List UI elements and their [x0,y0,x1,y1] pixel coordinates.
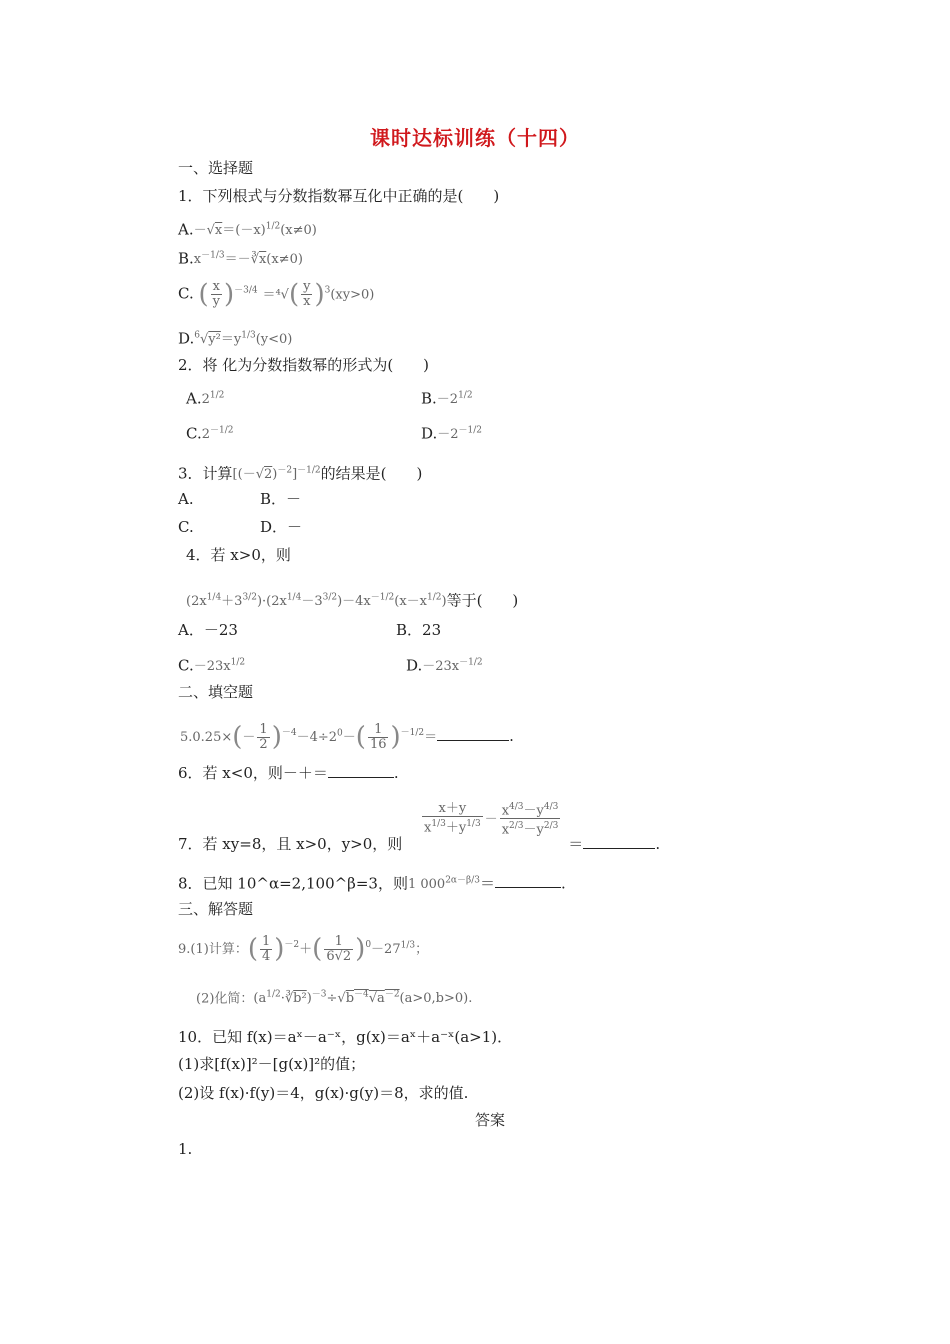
section-fill: 二、填空题 [178,683,254,701]
q3-stem: 3．计算$[(-√2)^{-2}]^{-1/2}$的结果是( ) [178,464,423,483]
q2-stem: 2．将 化为分数指数幂的形式为( ) [178,356,430,374]
q2-option-a: $A.2^{1/2}$ [186,389,225,408]
q10-part2: (2)设 f(x)·f(y)＝4，g(x)·g(y)＝8，求的值. [178,1084,469,1102]
q3-option-a: A. [178,490,194,508]
q2-option-b: $B.-2^{1/2}$ [421,389,473,408]
q3-option-d: D．－ [260,518,303,536]
q4-option-d: $D.-23x^{-1/2}$ [406,656,483,675]
answer-1: 1. [178,1140,193,1158]
section-answer: 三、解答题 [178,900,254,918]
q4-option-a: A．－23 [178,621,238,639]
q10-stem: 10．已知 f(x)＝aˣ－a⁻ˣ，g(x)＝aˣ＋a⁻ˣ(a>1)． [178,1028,513,1046]
q2-option-c: $C.2^{-1/2}$ [186,424,234,443]
section-choice: 一、选择题 [178,159,254,177]
q2-option-d: $D.-2^{-1/2}$ [421,424,483,443]
q1-option-b: $B.x^{-1/3}=-∛\overline{x}(x\ne 0)$ [178,249,303,268]
q3-option-c: C. [178,518,194,536]
q7-stem: 7．若 xy=8，且 x>0，y>0，则 ＝ . [178,835,661,853]
q5: 5.0.25×(－ $\frac{1}{2}$ )$^{-4}-4\div 2^0-$( $\frac{1}{16}$ )$^{-1/2}$＝ . [180,721,514,752]
q1-stem: 1．下列根式与分数指数幂互化中正确的是( ) [178,187,500,205]
answer-heading: 答案 [475,1111,506,1129]
q1-option-a: $A.-√x=(-x)^{1/2}(x\ne 0)$ [178,220,317,239]
q9-part2: (2)化简：$(a^{1/2}\cdot∛b^2)^{-3}\div√b^{-4}√a^{-2}(a>0,b>0)$. [196,990,473,1007]
q4-stem: 4．若 x>0，则 [186,546,291,564]
q10-part1: (1)求[f(x)]²－[g(x)]²的值； [178,1055,366,1073]
q1-option-d: $D.^6√y^2=y^{1/3}(y<0)$ [178,329,293,348]
q1-option-c: C. ( $\frac{x}{y}$ )$^{-3/4}$ ＝⁴√( $\frac{y}{x}$ )$^3$(xy>0) [178,279,375,310]
q8: 8．已知 10^α=2,100^β=3，则1 $000^{2\alpha-\beta/3}=$ . [178,874,566,893]
q6: 6．若 x<0，则－＋＝ . [178,764,399,782]
q9-part1: 9.(1)计算：( $\frac{1}{4}$ )$^{-2}$＋( $\frac{1}{6√2}$ )$^0-27^{1/3}$； [178,933,429,964]
q7-expression: $\frac{x+y}{x^{1/3}+y^{1/3}}$ － $\frac{x^{4/3}-y^{4/3}}{x^{2/3}-y^{2/3}}$ [424,801,559,838]
q3-option-b: B．－ [260,490,302,508]
q4-option-b: B．23 [396,621,442,639]
page-title: 课时达标训练（十四） [370,126,580,150]
q4-expression: $(2x^{1/4}+3^{3/2})\cdot(2x^{1/4}-3^{3/2})-4x^{-1/2}(x-x^{1/2})$等于( ) [186,591,519,610]
q4-option-c: $C.-23x^{1/2}$ [178,656,246,675]
